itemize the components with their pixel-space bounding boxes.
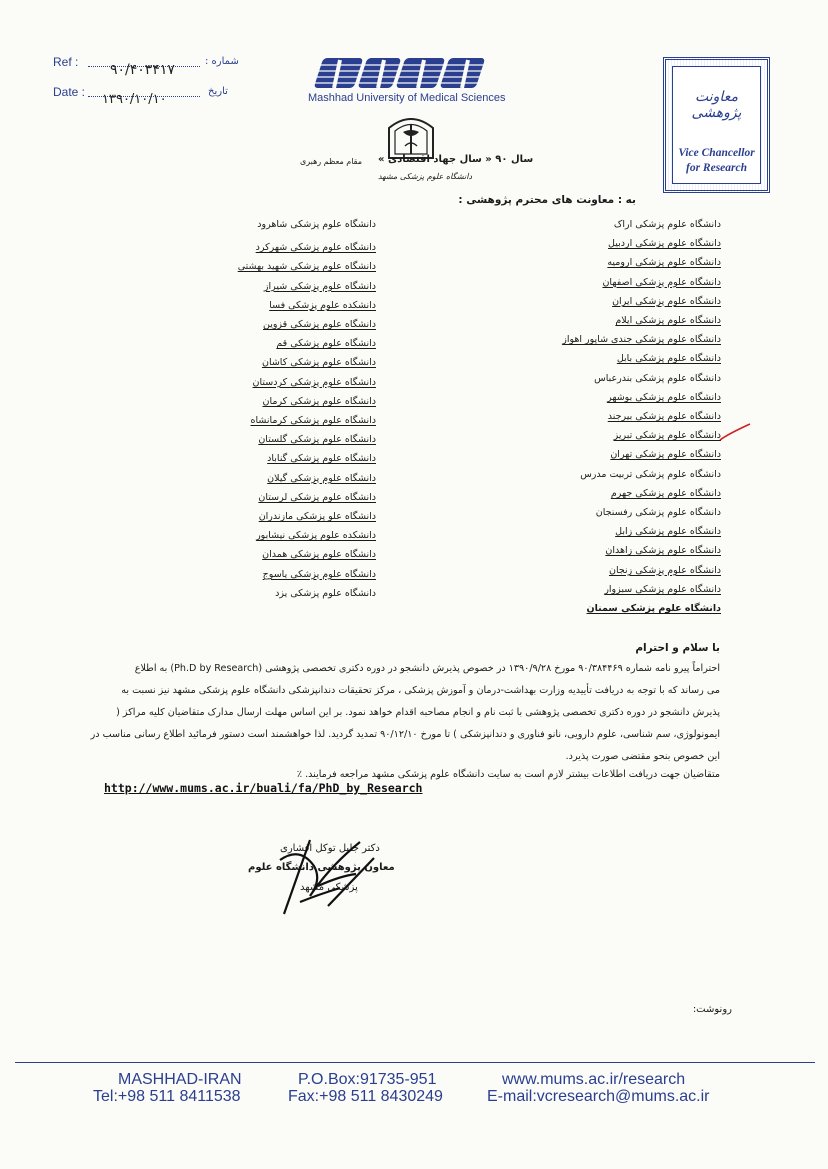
date-value: ۱۳۹۰/۱۰/۱۰ — [102, 92, 167, 107]
letter-line: ایمونولوژی، سم شناسی، علوم دارویی، نانو فناوری و دندانپزشکی ) تا مورخ ۹۰/۱۲/۱۰ تمدید گردید. لذا خواهشمند است دستور فرمائید اطلاع رسانی مناسب در — [90, 729, 720, 740]
research-url-link[interactable]: http://www.mums.ac.ir/buali/fa/PhD_by_Research — [104, 781, 423, 795]
recipient-item: دانشگاه علوم پزشکی بوشهر — [607, 391, 721, 403]
recipient-item: دانشگاه علوم پزشکی کرمانشاه — [250, 415, 376, 427]
footer-fax: Fax:+98 511 8430249 — [288, 1088, 443, 1105]
signatory-title-line-2: پزشکی مشهد — [300, 882, 358, 893]
recipient-item: دانشگاه علوم پزشکی بیرجند — [607, 411, 721, 423]
motto-attribution: مقام معظم رهبری — [300, 157, 363, 166]
recipient-item: دانشگاه علوم پزشکی تبریز — [613, 430, 721, 442]
recipient-item: دانشگاه علوم پزشکی بندرعباس — [594, 372, 721, 384]
recipient-item: دانشگاه علوم پزشکی شاهرود — [257, 219, 376, 230]
ref-label-fa: شماره : — [205, 56, 239, 67]
date-label-fa: تاریخ — [208, 86, 228, 97]
recipient-item: دانشگاه علوم پزشکی سمنان — [586, 603, 721, 615]
red-check-mark-icon — [718, 422, 752, 444]
footer-tel: Tel:+98 511 8411538 — [93, 1088, 241, 1105]
ref-label: Ref : — [53, 55, 79, 69]
recipient-item: دانشگاه علوم پزشکی جندی شاپور اهواز — [562, 334, 721, 346]
recipients-right-column — [491, 215, 721, 618]
recipient-item: دانشگاه علوم پزشکی تهران — [610, 449, 721, 461]
recipient-item: دانشگاه علوم پزشکی لرستان — [258, 491, 376, 503]
stamp-title-fa: معاونت پژوهشی — [691, 89, 742, 121]
recipient-item: دانشگاه علوم پزشکی گلستان — [258, 434, 376, 446]
letter-greeting: با سلام و احترام — [635, 642, 720, 654]
recipient-item: دانشگاه علوم پزشکی جهرم — [610, 487, 721, 499]
ref-number: ۹۰/۴۰۳۴۱۷ — [110, 62, 175, 78]
vice-chancellor-stamp — [663, 57, 770, 193]
recipient-item: دانشگاه علوم پزشکی اصفهان — [602, 276, 721, 288]
footer-pobox: P.O.Box:91735-951 — [298, 1071, 437, 1088]
recipient-item: دانشگاه علوم پزشکی یاسوج — [262, 568, 376, 580]
recipient-item: دانشگاه علوم پزشکی زابل — [615, 526, 721, 538]
letter-line: متقاضیان جهت دریافت اطلاعات بیشتر لازم است به سایت دانشگاه علوم پزشکی مشهد مراجعه فرمایند. ٪ — [296, 769, 720, 780]
recipient-item: دانشکده علوم پزشکی فسا — [269, 299, 376, 311]
recipient-item: دانشگاه علوم پزشکی شهید بهشتی — [237, 261, 376, 273]
recipient-item: دانشگاه علوم پزشکی کردستان — [252, 376, 376, 388]
letter-body — [30, 658, 720, 782]
university-name: Mashhad University of Medical Sciences — [308, 92, 506, 104]
recipients-heading: به : معاونت های محترم پژوهشی : — [458, 194, 636, 206]
footer-website[interactable]: www.mums.ac.ir/research — [502, 1071, 686, 1088]
recipient-item: دانشگاه علوم پزشکی گیلان — [267, 472, 376, 484]
recipient-item: دانشگاه علوم پزشکی سبزوار — [604, 583, 721, 595]
recipient-item: دانشگاه علوم پزشکی ارومیه — [607, 257, 721, 269]
recipient-item: دانشگاه علوم پزشکی بابل — [616, 353, 721, 365]
handwritten-signature-icon — [270, 836, 400, 920]
recipient-item: دانشگاه علوم پزشکی شهرکرد — [255, 242, 376, 254]
recipient-item: دانشگاه علوم پزشکی شیراز — [263, 280, 376, 292]
recipient-item: دانشگاه علوم پزشکی تربیت مدرس — [580, 468, 721, 480]
date-label: Date : — [53, 85, 86, 99]
recipient-item: دانشگاه علوم پزشکی گناباد — [267, 453, 376, 465]
letter-line: این خصوص بنحو مقتضی صورت پذیرد. — [565, 751, 720, 762]
footer-email[interactable]: E-mail:vcresearch@mums.ac.ir — [487, 1088, 710, 1105]
footer-divider — [15, 1062, 815, 1063]
cc-label: رونوشت: — [692, 1004, 732, 1015]
stamp-title-en-1: Vice Chancellor — [678, 147, 755, 159]
recipient-item: دانشکده علوم پزشکی نیشابور — [256, 530, 376, 542]
signatory-title-line-1: معاون پژوهشی دانشگاه علوم — [248, 862, 395, 873]
year-motto: سال ۹۰ « سال جهاد اقتصادی » — [378, 154, 534, 165]
recipient-item: دانشگاه علوم پزشکی قم — [276, 338, 376, 350]
emblem-caption: دانشگاه علوم پزشکی مشهد — [378, 172, 473, 181]
recipient-item: دانشگاه علوم پزشکی ایلام — [615, 315, 721, 327]
letter-line: می رساند که با توجه به دریافت تأییدیه وزارت بهداشت-درمان و آموزش پزشکی ، مرکز تحقیقات دندانپزشکی دانشگاه علوم پزشکی مشهد نیز نسبت به — [121, 685, 720, 696]
recipients-left-column — [176, 215, 376, 603]
signatory-name: دکتر جلیل توکل افشاری — [280, 843, 380, 854]
recipient-item: دانشگاه علو پزشکی مازندران — [258, 511, 376, 523]
recipient-item: دانشگاه علوم پزشکی زنجان — [608, 564, 721, 576]
letter-line: احتراماً پیرو نامه شماره ۹۰/۳۸۴۴۶۹ مورخ ۱۳۹۰/۹/۲۸ در خصوص پذیرش دانشجو در دوره دکتری تخصصی پژوهشی (Ph.D by Research) به اطلاع — [134, 663, 720, 674]
recipient-item: دانشگاه علوم پزشکی کاشان — [261, 357, 376, 369]
recipient-item: دانشگاه علوم پزشکی زاهدان — [605, 545, 721, 557]
recipient-item: دانشگاه علوم پزشکی اراک — [613, 219, 721, 230]
letter-line: پذیرش دانشجو در دوره دکتری تخصصی پژوهشی با ثبت نام و انجام مصاحبه اقدام خواهد نمود. بر این اساس مهلت ارسال مدارک متقاضیان کلیه مراکز ( — [116, 707, 720, 718]
recipient-item: دانشگاه علوم پزشکی قزوین — [262, 319, 376, 331]
recipient-item: دانشگاه علوم پزشکی کرمان — [262, 395, 376, 407]
stamp-title-en-2: for Research — [685, 162, 747, 174]
recipient-item: دانشگاه علوم پزشکی یزد — [275, 587, 376, 599]
recipient-item: دانشگاه علوم پزشکی ایران — [612, 295, 721, 307]
footer-city: MASHHAD-IRAN — [118, 1071, 242, 1088]
recipient-item: دانشگاه علوم پزشکی رفسنجان — [595, 507, 721, 519]
mums-logo — [308, 56, 508, 92]
recipient-item: دانشگاه علوم پزشکی اردبیل — [608, 238, 721, 250]
recipient-item: دانشگاه علوم پزشکی همدان — [262, 549, 376, 561]
